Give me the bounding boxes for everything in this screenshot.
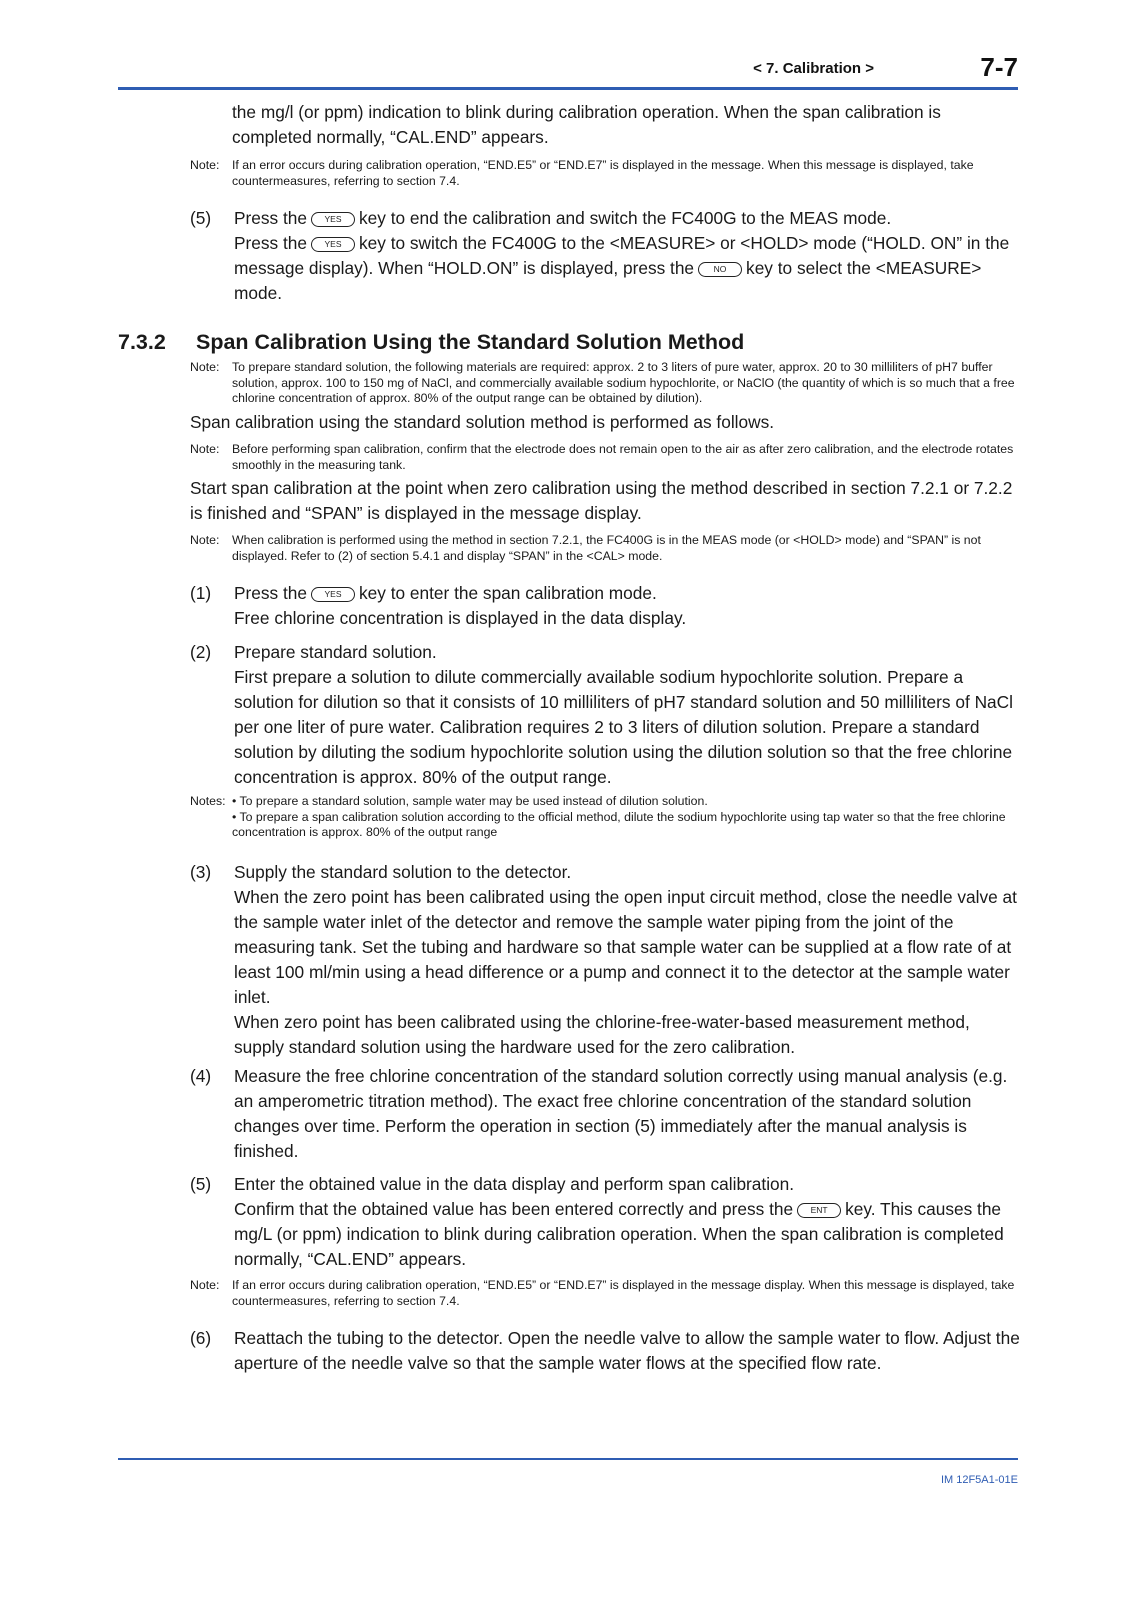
footer-rule xyxy=(118,1458,1018,1460)
yes-key-icon: YES xyxy=(311,212,355,227)
step-text: Confirm that the obtained value has been entered correctly and press the xyxy=(234,1199,794,1219)
note-meas-mode xyxy=(190,533,1020,564)
step-text: Free chlorine concentration is displayed in the data display. xyxy=(234,608,687,628)
step-text: Supply the standard solution to the detector. xyxy=(234,862,572,882)
step-number: (6) xyxy=(190,1328,212,1348)
yes-key-icon: YES xyxy=(311,237,355,252)
step-text: Press the xyxy=(234,208,307,228)
note-error-2 xyxy=(190,1278,1020,1309)
step-3 xyxy=(190,860,1020,1060)
note-text: If an error occurs during calibration operation, “END.E5” or “END.E7” is displayed in the message display. When this message is displayed, take countermeasures, referring to section 7.4. xyxy=(232,1278,1015,1308)
step-text: key to end the calibration and switch the FC400G to the MEAS mode. xyxy=(359,208,892,228)
step-text: key to select the <MEASURE> mode. xyxy=(234,258,982,303)
step-text: First prepare a solution to dilute commercially available sodium hypochlorite solution. Prepare a solution for dilution so that it consists of 10 milliliters of pH7 standard solution and 50 milliliters of NaCl per one liter of pure water. Calibration requires 2 to 3 liters of dilution solution. Prepare a standard solution by diluting the sodium hypochlorite solution using the dilution solution so that the free chlorine concentration is approx. 80% of the output range. xyxy=(234,667,1013,787)
header-rule xyxy=(118,87,1018,90)
step-number: (5) xyxy=(190,1174,212,1194)
section-paragraph-1: Span calibration using the standard solution method is performed as follows. xyxy=(190,412,775,432)
note-text: If an error occurs during calibration operation, “END.E5” or “END.E7” is displayed in the message. When this message is displayed, take countermeasures, referring to section 7.4. xyxy=(232,158,974,188)
note-label: Note: xyxy=(190,533,220,547)
note-text: When calibration is performed using the method in section 7.2.1, the FC400G is in the MEAS mode (or <HOLD> mode) and “SPAN” is not displayed. Refer to (2) of section 5.4.1 and display “SPAN” in the <CAL> mode. xyxy=(232,533,981,563)
step-text: When zero point has been calibrated using the chlorine-free-water-based measurement method, supply standard solution using the hardware used for the zero calibration. xyxy=(234,1012,970,1057)
note-label: Note: xyxy=(190,442,220,456)
yes-key-icon: YES xyxy=(311,587,355,602)
note-text: • To prepare a span calibration solution according to the official method, dilute the sodium hypochlorite using tap water so that the free chlorine concentration is approx. 80% of the output range xyxy=(232,809,1006,839)
step-6 xyxy=(190,1326,1020,1376)
step-number: (1) xyxy=(190,583,212,603)
step-text: Measure the free chlorine concentration of the standard solution correctly using manual analysis (e.g. an amperometric titration method). The exact free chlorine concentration of the standard solution changes over time. Perform the operation in section (5) immediately after the manual analysis is finished. xyxy=(234,1066,1008,1161)
note-text: To prepare standard solution, the following materials are required: approx. 2 to 3 liters of pure water, approx. 20 to 30 milliliters of pH7 buffer solution, approx. 100 to 150 mg of NaCl, and commercially available sodium hypochlorite, or NaClO (the quantity of which is so much that a free chlorine concentration of approx. 80% of the output range can be obtained by dilution). xyxy=(232,360,1015,405)
step-text: Reattach the tubing to the detector. Open the needle valve to allow the sample water to flow. Adjust the aperture of the needle valve so that the sample water flows at the specified flow rate. xyxy=(234,1328,1020,1373)
ent-key-icon: ENT xyxy=(797,1203,841,1218)
note-materials xyxy=(190,360,1020,407)
note-before-span xyxy=(190,442,1020,473)
intro-paragraph: the mg/l (or ppm) indication to blink during calibration operation. When the span calibration is completed normally, “CAL.END” appears. xyxy=(232,102,941,147)
step-number: (2) xyxy=(190,642,212,662)
section-heading xyxy=(118,330,744,355)
step-text: Press the xyxy=(234,583,307,603)
step-number: (5) xyxy=(190,208,212,228)
notes-standard-solution xyxy=(190,794,1020,841)
chapter-title: < 7. Calibration > xyxy=(753,60,874,77)
note-label: Note: xyxy=(190,1278,220,1292)
step-5 xyxy=(190,1172,1020,1272)
step-text: key to switch the FC400G to the <MEASURE> or <HOLD> mode (“HOLD. ON” in the message display). When “HOLD.ON” is displayed, press the xyxy=(234,233,1010,278)
step-text: key to enter the span calibration mode. xyxy=(359,583,657,603)
note-label: Note: xyxy=(190,158,220,172)
document-id: IM 12F5A1-01E xyxy=(940,1474,1018,1486)
page-header xyxy=(118,52,1018,92)
note-error-1 xyxy=(190,158,1020,189)
step-number: (4) xyxy=(190,1066,212,1086)
note-label: Note: xyxy=(190,360,220,374)
step-text: Enter the obtained value in the data display and perform span calibration. xyxy=(234,1174,795,1194)
step-number: (3) xyxy=(190,862,212,882)
intro-step-5 xyxy=(190,206,1020,306)
no-key-icon: NO xyxy=(698,262,742,277)
section-number: 7.3.2 xyxy=(118,330,166,354)
step-text: key. This causes the mg/L (or ppm) indication to blink during calibration operation. When the span calibration is completed normally, “CAL.END” appears. xyxy=(234,1199,1004,1269)
step-1 xyxy=(190,581,1020,631)
step-text: When the zero point has been calibrated using the open input circuit method, close the needle valve at the sample water inlet of the detector and remove the sample water piping from the joint of the measuring tank. Set the tubing and hardware so that sample water can be supplied at a flow rate of at least 100 ml/min using a head difference or a pump and connect it to the detector at the sample water inlet. xyxy=(234,887,1017,1007)
step-text: Press the xyxy=(234,233,307,253)
step-2 xyxy=(190,640,1020,790)
section-paragraph-2: Start span calibration at the point when zero calibration using the method described in section 7.2.1 or 7.2.2 is finished and “SPAN” is displayed in the message display. xyxy=(190,478,1013,523)
note-text: Before performing span calibration, confirm that the electrode does not remain open to the air as after zero calibration, and the electrode rotates smoothly in the measuring tank. xyxy=(232,442,1014,472)
note-label: Notes: xyxy=(190,794,226,808)
note-text: • To prepare a standard solution, sample water may be used instead of dilution solution. xyxy=(232,794,708,808)
page-number: 7-7 xyxy=(980,52,1018,82)
step-text: Prepare standard solution. xyxy=(234,642,437,662)
step-4 xyxy=(190,1064,1020,1164)
section-title: Span Calibration Using the Standard Solution Method xyxy=(196,330,745,354)
